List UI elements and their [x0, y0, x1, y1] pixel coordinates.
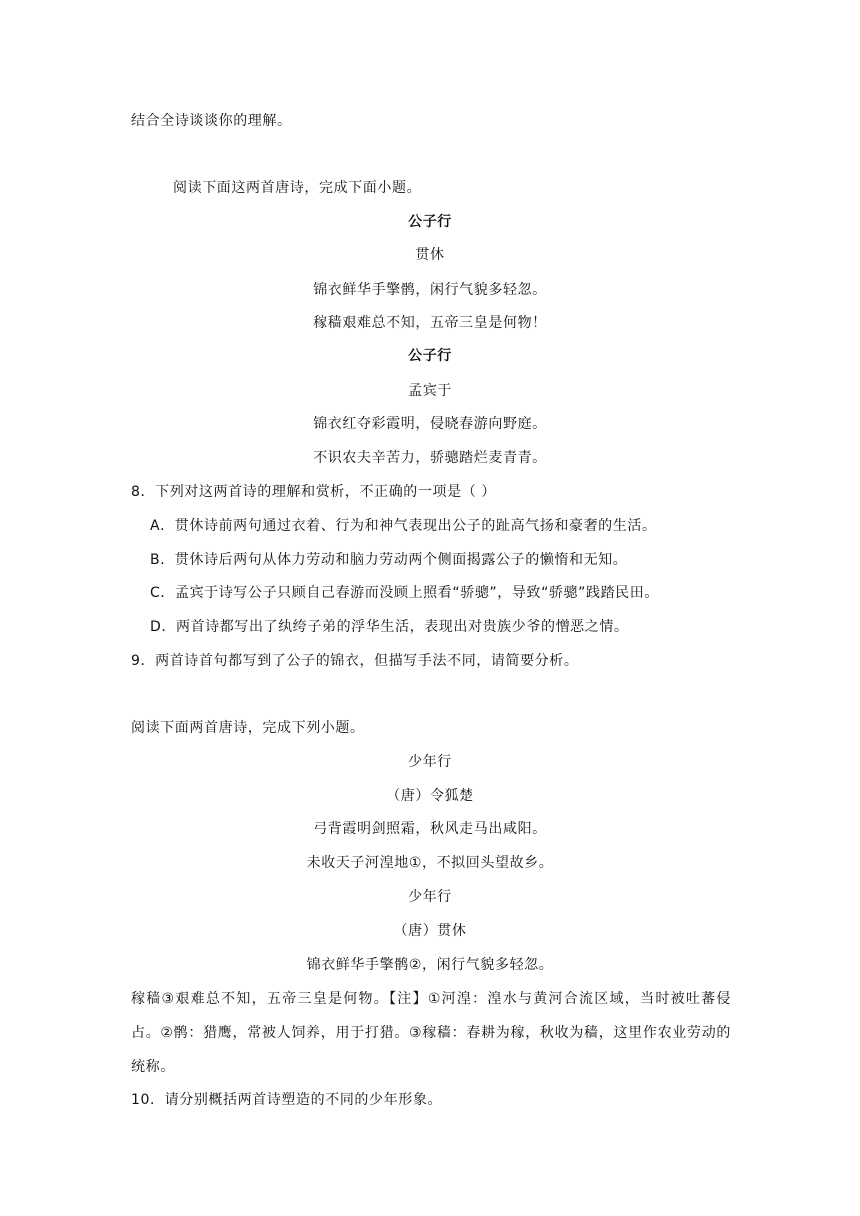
section2-instruction: 阅读下面两首唐诗，完成下列小题。 [131, 720, 365, 736]
question-8-option-d: D．两首诗都写出了纨绔子弟的浮华生活，表现出对贵族少爷的憎恶之情。 [150, 619, 629, 635]
question-10: 10．请分别概括两首诗塑造的不同的少年形象。 [131, 1092, 443, 1108]
poem2-author: 孟宾于 [408, 383, 452, 399]
poem4-line1: 锦衣鲜华手擎鹘②，闲行气貌多轻忽。 [306, 957, 554, 973]
question-8-option-b: B．贯休诗后两句从体力劳动和脑力劳动两个侧面揭露公子的懒惰和无知。 [150, 552, 628, 568]
poem3-line2: 未收天子河湟地①，不拟回头望故乡。 [306, 855, 554, 871]
question-8-stem: 8．下列对这两首诗的理解和赏析，不正确的一项是（ ） [131, 484, 496, 500]
intro-tail: 结合全诗谈谈你的理解。 [131, 113, 292, 129]
poem2-line1: 锦衣红夺彩霞明，侵晓春游向野庭。 [313, 416, 547, 432]
question-9: 9．两首诗首句都写到了公子的锦衣，但描写手法不同，请简要分析。 [131, 653, 579, 669]
poem3-author: （唐）令狐楚 [386, 788, 474, 804]
poem1-line2: 稼穑艰难总不知，五帝三皇是何物！ [313, 315, 547, 331]
section1-instruction: 阅读下面这两首唐诗，完成下面小题。 [173, 180, 422, 196]
question-8-option-a: A．贯休诗前两句通过衣着、行为和神气表现出公子的趾高气扬和豪奢的生活。 [150, 518, 657, 534]
poem3-line1: 弓背霞明剑照霜，秋风走马出咸阳。 [313, 821, 547, 837]
poem1-line1: 锦衣鲜华手擎鹘，闲行气貌多轻忽。 [313, 282, 547, 298]
poem4-notes-paragraph: 稼穑③艰难总不知，五帝三皇是何物。【注】①河湟：湟水与黄河合流区域，当时被吐蕃侵占。②鹘：猎鹰，常被人饲养，用于打猎。③稼穑：春耕为稼，秋收为穑，这里作农业劳动的统称。 [131, 991, 731, 1075]
poem4-author: （唐）贯休 [393, 923, 467, 939]
poem4-title: 少年行 [408, 889, 452, 905]
poem3-title: 少年行 [408, 754, 452, 770]
poem2-line2: 不识农夫辛苦力，骄骢踏烂麦青青。 [313, 450, 547, 466]
poem1-author: 贯休 [415, 247, 445, 263]
poem2-title: 公子行 [408, 348, 452, 364]
poem1-title: 公子行 [408, 214, 452, 230]
question-8-option-c: C．孟宾于诗写公子只顾自己春游而没顾上照看“骄骢”，导致“骄骢”践踏民田。 [150, 585, 659, 601]
